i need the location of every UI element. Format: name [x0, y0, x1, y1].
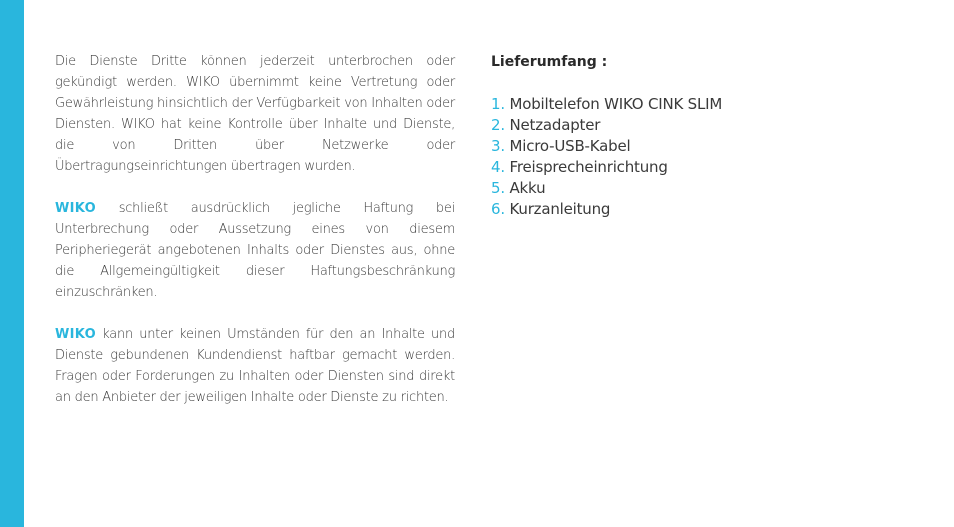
item-label: Mobiltelefon WIKO CINK SLIM: [509, 95, 723, 113]
paragraph-customer-service: [55, 324, 455, 408]
list-item: [491, 199, 911, 220]
paragraph-third-party-services: Die Dienste Dritte können jederzeit unterbrochen oder gekündigt werden. WIKO übernimmt keine Vertretung oder Gewährleistung hinsichtlich der Verfügbarkeit von Inhalten oder Diensten. WIKO hat keine Kontrolle über Inhalte und Dienste, die von Dritten über Netzwerke oder Übertragungseinrichtungen übertragen wurden.: [55, 54, 455, 174]
side-accent-bar: [0, 0, 24, 527]
list-item: [491, 157, 911, 178]
item-number: 3.: [491, 137, 505, 155]
item-label: Freisprecheinrichtung: [509, 158, 668, 176]
package-contents-heading: Lieferumfang :: [491, 54, 608, 70]
item-label: Netzadapter: [509, 116, 601, 134]
item-label: Kurzanleitung: [509, 200, 611, 218]
list-item: [491, 136, 911, 157]
list-item: [491, 94, 911, 115]
item-number: 2.: [491, 116, 505, 134]
item-label: Akku: [509, 179, 546, 197]
item-number: 1.: [491, 95, 505, 113]
item-number: 4.: [491, 158, 505, 176]
paragraph-text: schließt ausdrücklich jegliche Haftung bei Unterbrechung oder Aussetzung eines von diesem Peripheriegerät angebotenen Inhalts oder Dienstes aus, ohne die Allgemeingültigkeit dieser Haftungsbeschränkung einzuschränken.: [55, 201, 455, 300]
list-item: [491, 178, 911, 199]
item-number: 5.: [491, 179, 505, 197]
item-label: Micro-USB-Kabel: [509, 137, 631, 155]
package-contents-list: [491, 94, 911, 220]
left-column: [55, 51, 455, 429]
right-column: [491, 52, 911, 220]
item-number: 6.: [491, 200, 505, 218]
brand-name: WIKO: [55, 201, 96, 216]
brand-name: WIKO: [55, 327, 96, 342]
list-item: [491, 115, 911, 136]
paragraph-text: kann unter keinen Umständen für den an Inhalte und Dienste gebundenen Kundendienst haftbar gemacht werden. Fragen oder Forderungen zu Inhalten oder Diensten sind direkt an den Anbieter der jeweiligen Inhalte oder Dienste zu richten.: [55, 327, 455, 405]
paragraph-liability-exclusion: [55, 198, 455, 303]
